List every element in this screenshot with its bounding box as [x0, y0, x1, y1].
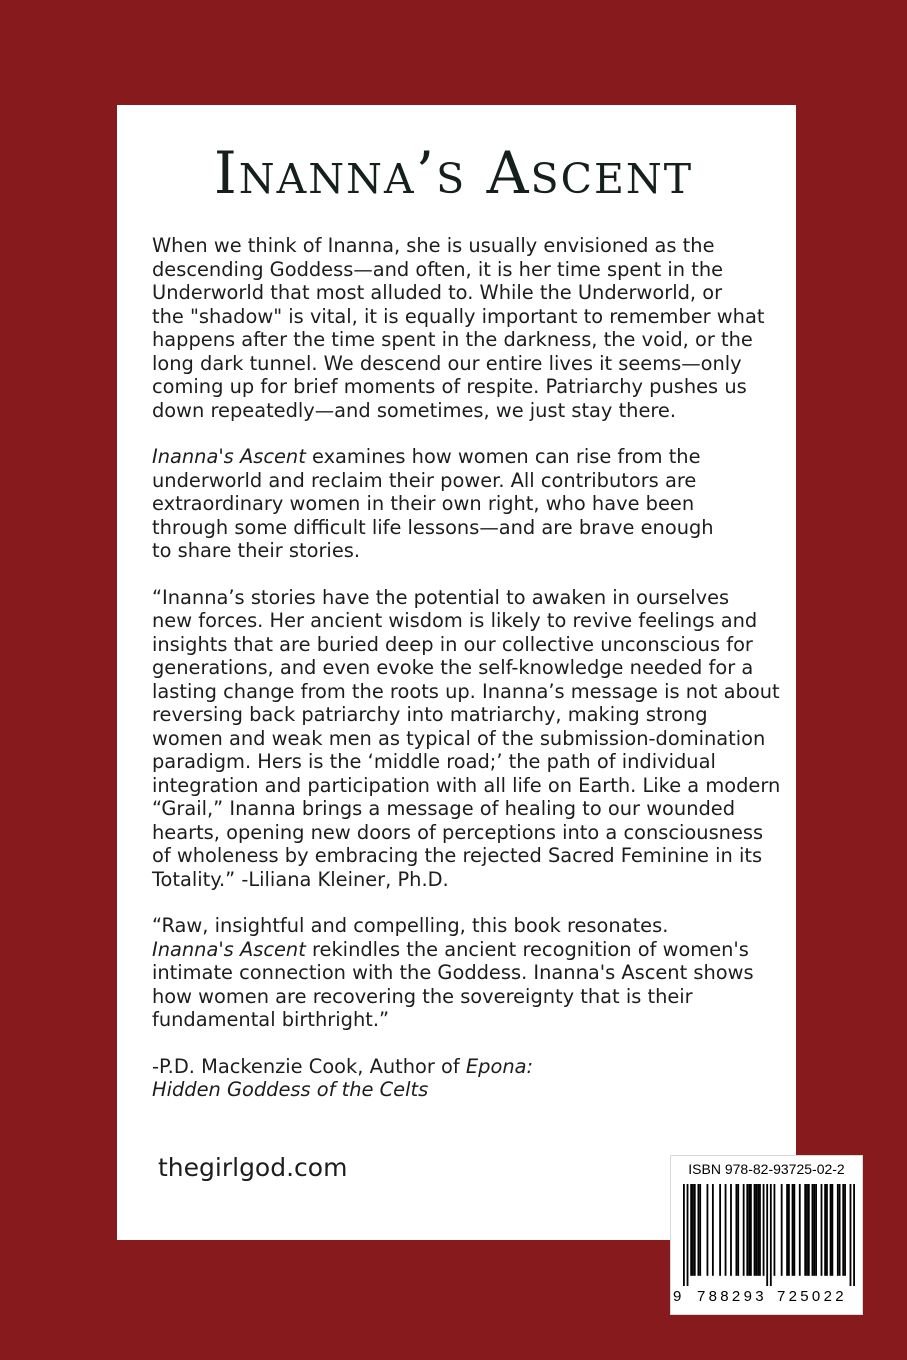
- text-line: the "shadow" is vital, it is equally important to remember what: [152, 304, 765, 328]
- barcode-bar: [712, 1184, 714, 1276]
- barcode-bar: [766, 1184, 768, 1286]
- barcode-bar: [830, 1184, 832, 1276]
- attribution-text: -P.D. Mackenzie Cook, Author of: [152, 1054, 466, 1078]
- publisher-website: thegirlgod.com: [158, 1153, 348, 1182]
- barcode-bar: [806, 1184, 808, 1276]
- text-line: “Inanna’s stories have the potential to awaken in ourselves: [152, 585, 730, 609]
- barcode-bar: [821, 1184, 823, 1276]
- blurb-body: [152, 234, 782, 1125]
- text-line: generations, and even evoke the self-knowledge needed for a: [152, 656, 754, 679]
- barcode-bar: [804, 1184, 806, 1276]
- barcode-digits-left: 788293: [697, 1288, 767, 1305]
- barcode-bar: [687, 1184, 689, 1286]
- text-line: reversing back patriarchy into matriarchy, making strong: [152, 703, 708, 726]
- text-line: coming up for brief moments of respite. Patriarchy pushes us: [152, 375, 747, 398]
- book-title: Inanna’s Ascent: [213, 139, 694, 207]
- barcode-bar: [754, 1184, 756, 1276]
- barcode-bar: [748, 1184, 750, 1276]
- barcode-bar: [799, 1184, 801, 1276]
- text-line: descending Goddess—and often, it is her time spent in the: [152, 257, 724, 281]
- barcode-bar: [824, 1184, 826, 1276]
- barcode-bar: [853, 1184, 855, 1286]
- barcode-bar: [770, 1184, 772, 1286]
- text-line: intimate connection with the Goddess. Inanna's Ascent shows: [152, 961, 754, 984]
- text-line: happens after the time spent in the darkness, the void, or the: [152, 328, 753, 351]
- barcode-bar: [730, 1184, 732, 1276]
- barcode-bar: [707, 1184, 709, 1276]
- text-line: [152, 1078, 782, 1102]
- text-line: [152, 1055, 782, 1079]
- cited-book-title: Epona:: [465, 1054, 534, 1078]
- isbn-barcode-box: [670, 1155, 863, 1315]
- text-line: insights that are buried deep in our collective unconscious for: [152, 632, 753, 656]
- text-line: new forces. Her ancient wisdom is likely to revive feelings and: [152, 609, 758, 632]
- text-line: hearts, opening new doors of perceptions into a consciousness: [152, 820, 764, 844]
- text-line: long dark tunnel. We descend our entire lives it seems—only: [152, 351, 742, 375]
- barcode-bar: [812, 1184, 814, 1276]
- barcode-bar: [839, 1184, 841, 1276]
- barcode-bar: [786, 1184, 788, 1276]
- text-line: Underworld that most alluded to. While the Underworld, or: [152, 281, 723, 304]
- book-title-italic: Inanna's Ascent: [152, 937, 306, 961]
- text-line: to share their stories.: [152, 539, 361, 562]
- barcode-digits-right: 725022: [777, 1288, 847, 1305]
- text-line: When we think of Inanna, she is usually envisioned as the: [152, 234, 715, 257]
- text-line: through some difficult life lessons—and are brave enough: [152, 515, 714, 539]
- text-line: [152, 938, 782, 962]
- text-line: [152, 445, 782, 469]
- text-fragment: rekindles the ancient recognition of women's: [305, 937, 749, 961]
- barcode-bar: [781, 1184, 783, 1276]
- text-line: lasting change from the roots up. Inanna’s message is not about: [152, 679, 780, 703]
- text-line: how women are recovering the sovereignty that is their: [152, 984, 693, 1008]
- barcode-bar: [697, 1184, 699, 1276]
- barcode-bar: [850, 1184, 852, 1286]
- barcode-bar: [743, 1184, 745, 1276]
- barcode-bar: [692, 1184, 694, 1276]
- barcode-bar: [736, 1184, 738, 1276]
- barcode-bar: [746, 1184, 748, 1276]
- text-line: women and weak men as typical of the submission-domination: [152, 726, 766, 750]
- barcode-bar: [699, 1184, 701, 1276]
- text-line: “Raw, insightful and compelling, this book resonates.: [152, 914, 669, 937]
- text-line: of wholeness by embracing the rejected Sacred Feminine in its: [152, 844, 763, 867]
- barcode-bar: [831, 1184, 833, 1276]
- text-line: fundamental birthright.”: [152, 1008, 390, 1031]
- isbn-label: ISBN 978-82-93725-02-2: [688, 1161, 845, 1177]
- text-line: underworld and reclaim their power. All contributors are: [152, 468, 697, 492]
- text-line: Totality.” -Liliana Kleiner, Ph.D.: [152, 867, 449, 891]
- barcode-bar: [844, 1184, 846, 1276]
- barcode-bar: [842, 1184, 844, 1276]
- barcode-bar: [793, 1184, 795, 1276]
- quote-attribution: [152, 1055, 782, 1102]
- barcode-bar: [763, 1184, 765, 1276]
- text-line: extraordinary women in their own right, who have been: [152, 492, 695, 515]
- text-line: “Grail,” Inanna brings a message of healing to our wounded: [152, 797, 736, 820]
- text-line: paradigm. Hers is the ‘middle road;’ the path of individual: [152, 750, 716, 773]
- barcode-bar: [774, 1184, 776, 1276]
- book-title-italic: Inanna's Ascent: [152, 445, 306, 468]
- barcode-bar: [690, 1184, 692, 1276]
- paragraph-description: [152, 445, 782, 563]
- barcode-bar: [755, 1184, 757, 1276]
- text-fragment: examines how women can rise from the: [305, 445, 701, 468]
- text-line: down repeatedly—and sometimes, we just stay there.: [152, 398, 677, 422]
- barcode-bar: [813, 1184, 815, 1276]
- barcode-bar: [719, 1184, 721, 1276]
- barcode-bar: [788, 1184, 790, 1276]
- barcode-bar: [750, 1184, 752, 1276]
- barcode-bar: [837, 1184, 839, 1276]
- cited-book-subtitle: Hidden Goddess of the Celts: [152, 1078, 429, 1101]
- text-line: integration and participation with all life on Earth. Like a modern: [152, 773, 781, 797]
- barcode-bar: [759, 1184, 761, 1276]
- barcode-bar: [725, 1184, 727, 1276]
- barcode-digit-lead: 9: [673, 1288, 682, 1305]
- barcode-bar: [815, 1184, 817, 1276]
- barcode-bar: [737, 1184, 739, 1276]
- barcode-bar: [757, 1184, 759, 1276]
- paragraph-intro: [152, 234, 782, 422]
- paragraph-quote-kleiner: [152, 586, 782, 892]
- barcode-bar: [694, 1184, 696, 1276]
- barcode-bar: [683, 1184, 685, 1286]
- paragraph-quote-cook: [152, 914, 782, 1032]
- barcode-bar: [808, 1184, 810, 1276]
- barcode-bar: [826, 1184, 828, 1276]
- barcode-bar: [792, 1184, 794, 1276]
- barcode-bars: [683, 1184, 855, 1286]
